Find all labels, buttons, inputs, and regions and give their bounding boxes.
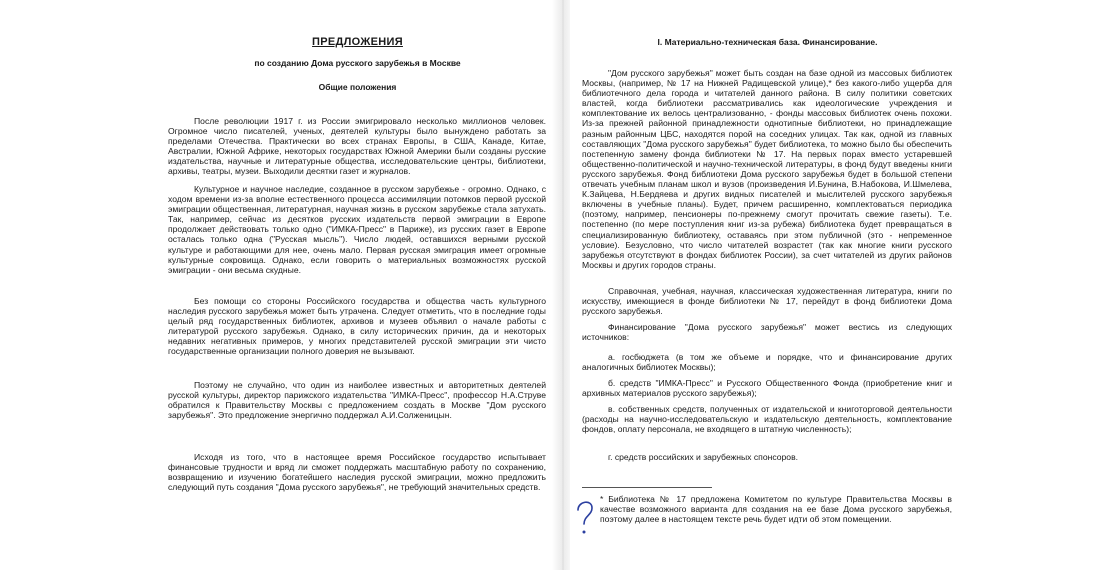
left-paragraph: Культурное и научное наследие, созданное в русском зарубежье - огромно. Однако, с ходом времени из-за вполне естественного процесса ассимиляции потомков первой русской эмиграции общественная, литературная, научная жизнь в русском зарубежье стала затухать. Так, например, сейчас из десятков русских издательств первой эмиграции в Европе продолжает действовать только одно ("ИМКА-Пресс" в Париже), из русских газет в Европе осталась только одна ("Русская мысль"). Число людей, оставшихся верными русской культуре и работающими для нее, очень мало. Первая русская эмиграция имеет огромные культурные сокровища. Однако, если говорить о материальных возможностях русской эмиграции - они весьма скудные. [168,184,546,275]
left-page [160,0,555,570]
section-heading-finance: I. Материально-техническая база. Финансирование. [657,37,878,47]
section-heading-general: Общие положения [318,82,397,92]
left-paragraph: Исходя из того, что в настоящее время Российское государство испытывает финансовые трудности и вряд ли сможет поддержать масштабную работу по сохранению, возвращению и изучению богатейшего наследия русской эмиграции, можно предложить следующий путь создания "Дома русского зарубежья", не требующий значительных средств. [168,452,546,493]
right-paragraph: Финансирование "Дома русского зарубежья" может вестись из следующих источников: [582,322,952,343]
footnote: * Библиотека № 17 предложена Комитетом по культуре Правительства Москвы в качестве возможного варианта для создания на ее базе Дома русского зарубежья, поэтому далее в настоящем тексте речь будет идти об этом помещении. [600,494,952,525]
right-paragraph: б. средств "ИМКА-Пресс" и Русского Общественного Фонда (приобретение книг и архивных материалов русского зарубежья); [582,378,952,399]
right-paragraph: а. госбюджета (в том же объеме и порядке, что и финансирование других аналогичных библиотек Москвы); [582,352,952,373]
document-title: ПРЕДЛОЖЕНИЯ [312,36,403,48]
document-subtitle: по созданию Дома русского зарубежья в Москве [254,58,461,68]
right-paragraph: в. собственных средств, полученных от издательской и книготорговой деятельности (расходы на научно-исследовательскую и издательскую деятельность, комплектование фондов, оплату персонала, не входящего в штатную численность); [582,404,952,435]
right-page [570,0,965,570]
right-paragraph: Справочная, учебная, научная, классическая художественная литература, книги по искусству, имеющиеся в фонде библиотеки № 17, перейдут в фонд библиотеки Дома русского зарубежья. [582,286,952,317]
left-paragraph: После революции 1917 г. из России эмигрировало несколько миллионов человек. Огромное число писателей, ученых, деятелей культуры было вынуждено работать за пределами Отечества. Практически во всех странах Европы, в США, Канаде, Китае, Австралии, Южной Африке, некоторых государствах Южной Америки были созданы русские издательства, научные и литературные общества, исследовательские центры, библиотеки, архивы, театры, музеи. Выходили десятки газет и журналов. [168,116,546,177]
handwritten-question-mark-icon [572,498,598,538]
footnote-separator [582,487,712,488]
right-paragraph: "Дом русского зарубежья" может быть создан на базе одной из массовых библиотек Москвы, (например, № 17 на Нижней Радищевской улице),* без какого-либо ущерба для библиотечного дела города и читателей данного района. В силу политики советских властей, когда библиотеки рассматривались как идеологические учреждения и комплектование их велось централизованно, - фонды массовых библиотек очень похожи. Из-за прежней районной принадлежности однотипные библиотеки, но принадлежащие разным районным ЦБС, находятся порой на соседних улицах. Так как, одной из главных составляющих "Дома русского зарубежья" будет библиотека, то можно было бы обеспечить постепенную замену фонда библиотеки № 17. На первых порах вместо устаревшей общественно-политической и научно-технической литературы, в фонд будут введены книги русского зарубежья. Фонд библиотеки Дома русского зарубежья будет в большой степени отвечать учебным планам школ и вузов (произведения И.Бунина, В.Набокова, И.Шмелева, К.Зайцева, Н.Бердяева и других видных писателей и мыслителей русского зарубежья включены в учебные планы). Будет, причем расширенно, комплектоваться периодика (поэтому, например, пенсионеры по-прежнему смогут прочитать свежие газеты). Т.е. постепенно (по мере поступления книг из-за рубежа) библиотека будет превращаться в специализированную библиотеку, оставаясь при этом публичной (это - непременное условие). Безусловно, что число читателей возрастет (так как многие книги русского зарубежья отсутствуют в фондах библиотек России), за счет читателей из других районов Москвы и других городов страны. [582,68,952,270]
left-paragraph: Поэтому не случайно, что один из наиболее известных и авторитетных деятелей русской культуры, директор парижского издательства "ИМКА-Пресс", профессор Н.А.Струве обратился к Правительству Москвы с предложением создать в Москве "Дом русского зарубежья". Это предложение энергично поддержал А.И.Солженицын. [168,380,546,421]
left-paragraph: Без помощи со стороны Российского государства и общества часть культурного наследия русского зарубежья может быть утрачена. Следует отметить, что в последние годы целый ряд государственных библиотек, архивов и музеев объявил о начале работы с литературой русского зарубежья. Однако, в силу исторических причин, да и некоторых недавних негативных примеров, у многих представителей русской эмиграции эти чисто государственные организации полного доверия не вызывают. [168,296,546,357]
right-paragraph: г. средств российских и зарубежных спонсоров. [608,452,799,462]
